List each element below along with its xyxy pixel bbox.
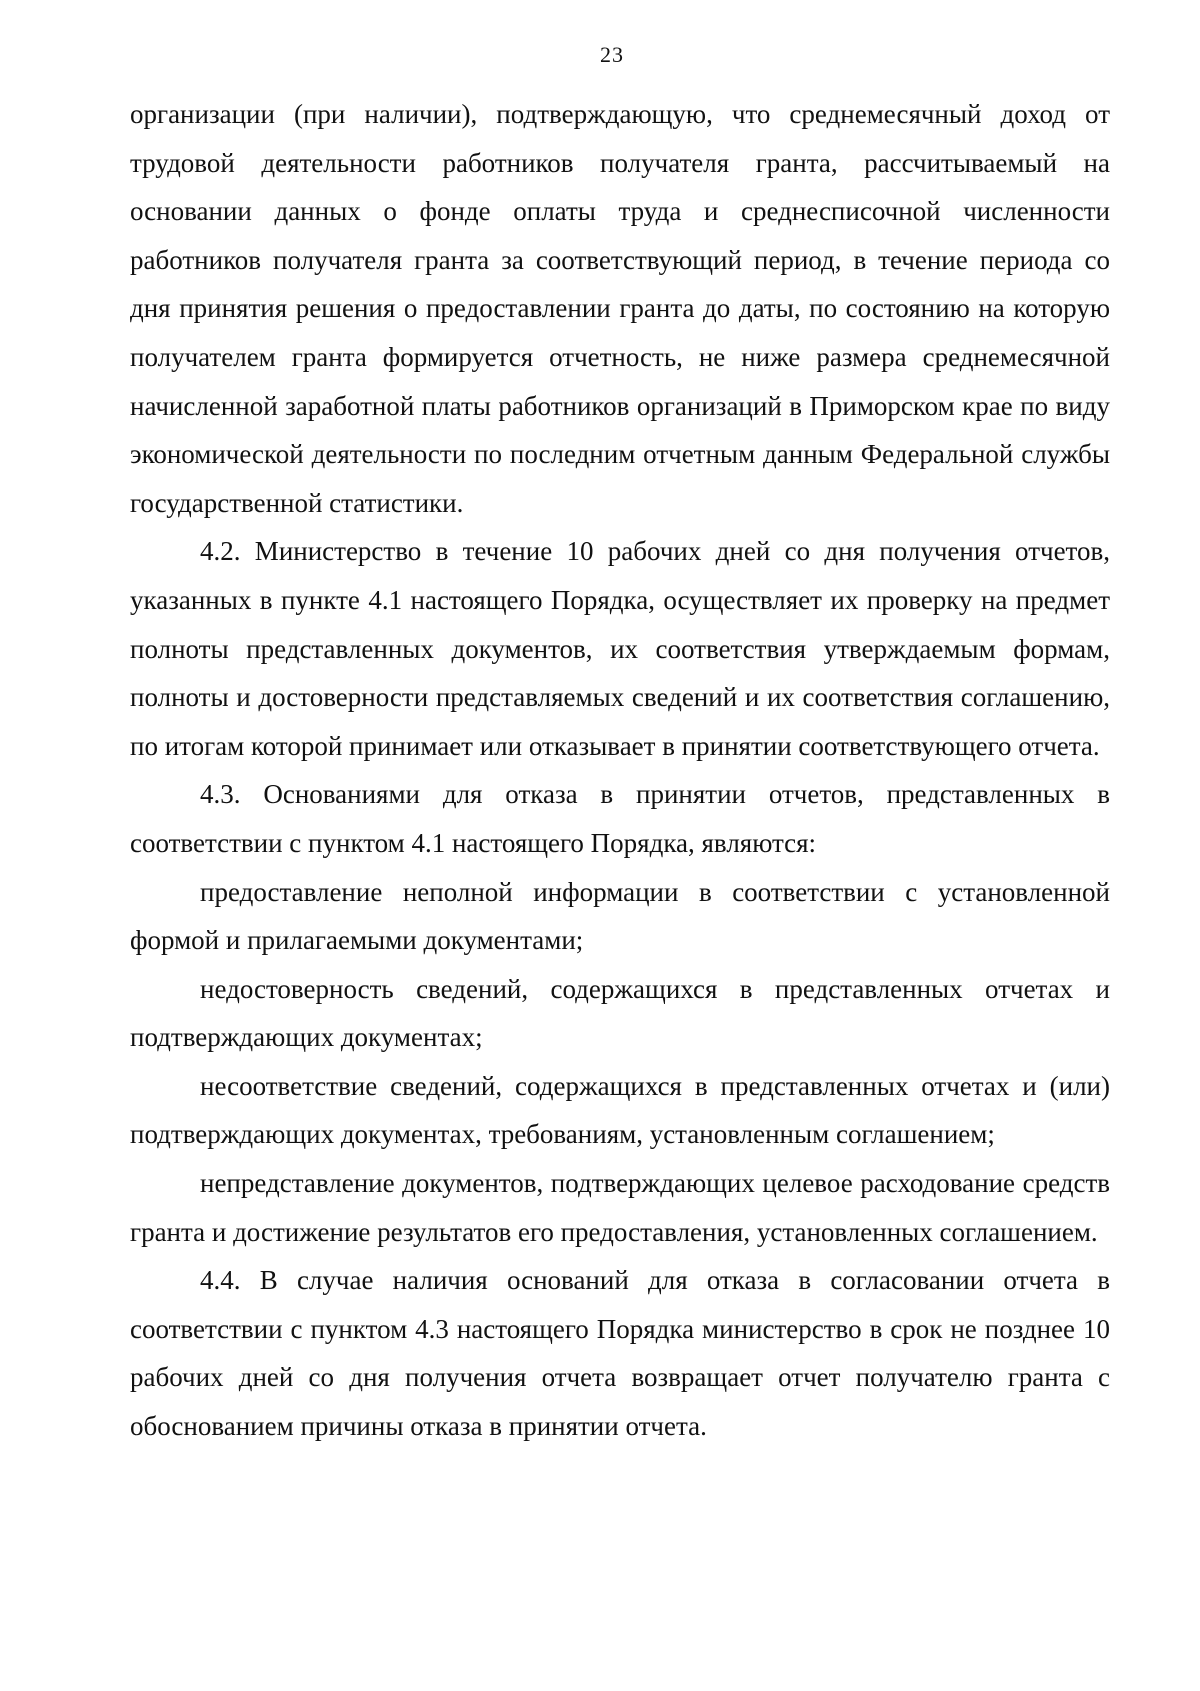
paragraph-continuation: организации (при наличии), подтверждающую, что среднемесячный доход от трудовой деятельности работников получателя гранта, рассчитываемый на основании данных о фонде оплаты труда и среднесписочной численности работников получателя гранта за соответствующий период, в течение периода со дня принятия решения о предоставлении гранта до даты, по состоянию на которую получателем гранта формируется отчетность, не ниже размера среднемесячной начисленной заработной платы работников организаций в Приморском крае по виду экономической деятельности по последним отчетным данным Федеральной службы государственной статистики. [130, 99, 1110, 518]
list-item-incomplete-info: предоставление неполной информации в соответствии с установленной формой и прилагаемыми документами; [130, 876, 1110, 956]
list-item-noncompliance: несоответствие сведений, содержащихся в представленных отчетах и (или) подтверждающих документах, требованиям, установленным соглашением; [130, 1070, 1110, 1150]
list-item-missing-documents: непредставление документов, подтверждающих целевое расходование средств гранта и достижение результатов его предоставления, установленных соглашением. [130, 1168, 1110, 1247]
document-body [130, 90, 1110, 1451]
paragraph-4-3: 4.3. Основаниями для отказа в принятии отчетов, представленных в соответствии с пунктом 4.1 настоящего Порядка, являются: [130, 779, 1110, 858]
paragraph-4-2: 4.2. Министерство в течение 10 рабочих дней со дня получения отчетов, указанных в пункте 4.1 настоящего Порядка, осуществляет их проверку на предмет полноты представленных документов, их соответствия утверждаемым формам, полноты и достоверности представляемых сведений и их соответствия соглашению, по итогам которой принимает или отказывает в принятии соответствующего отчета. [130, 536, 1110, 761]
page-number: 23 [600, 42, 624, 67]
list-item-unreliable-info: недостоверность сведений, содержащихся в представленных отчетах и подтверждающих документах; [130, 973, 1110, 1053]
paragraph-4-4: 4.4. В случае наличия оснований для отказа в согласовании отчета в соответствии с пунктом 4.3 настоящего Порядка министерство в срок не позднее 10 рабочих дней со дня получения отчета возвращает отчет получателю гранта с обоснованием причины отказа в принятии отчета. [130, 1265, 1110, 1442]
